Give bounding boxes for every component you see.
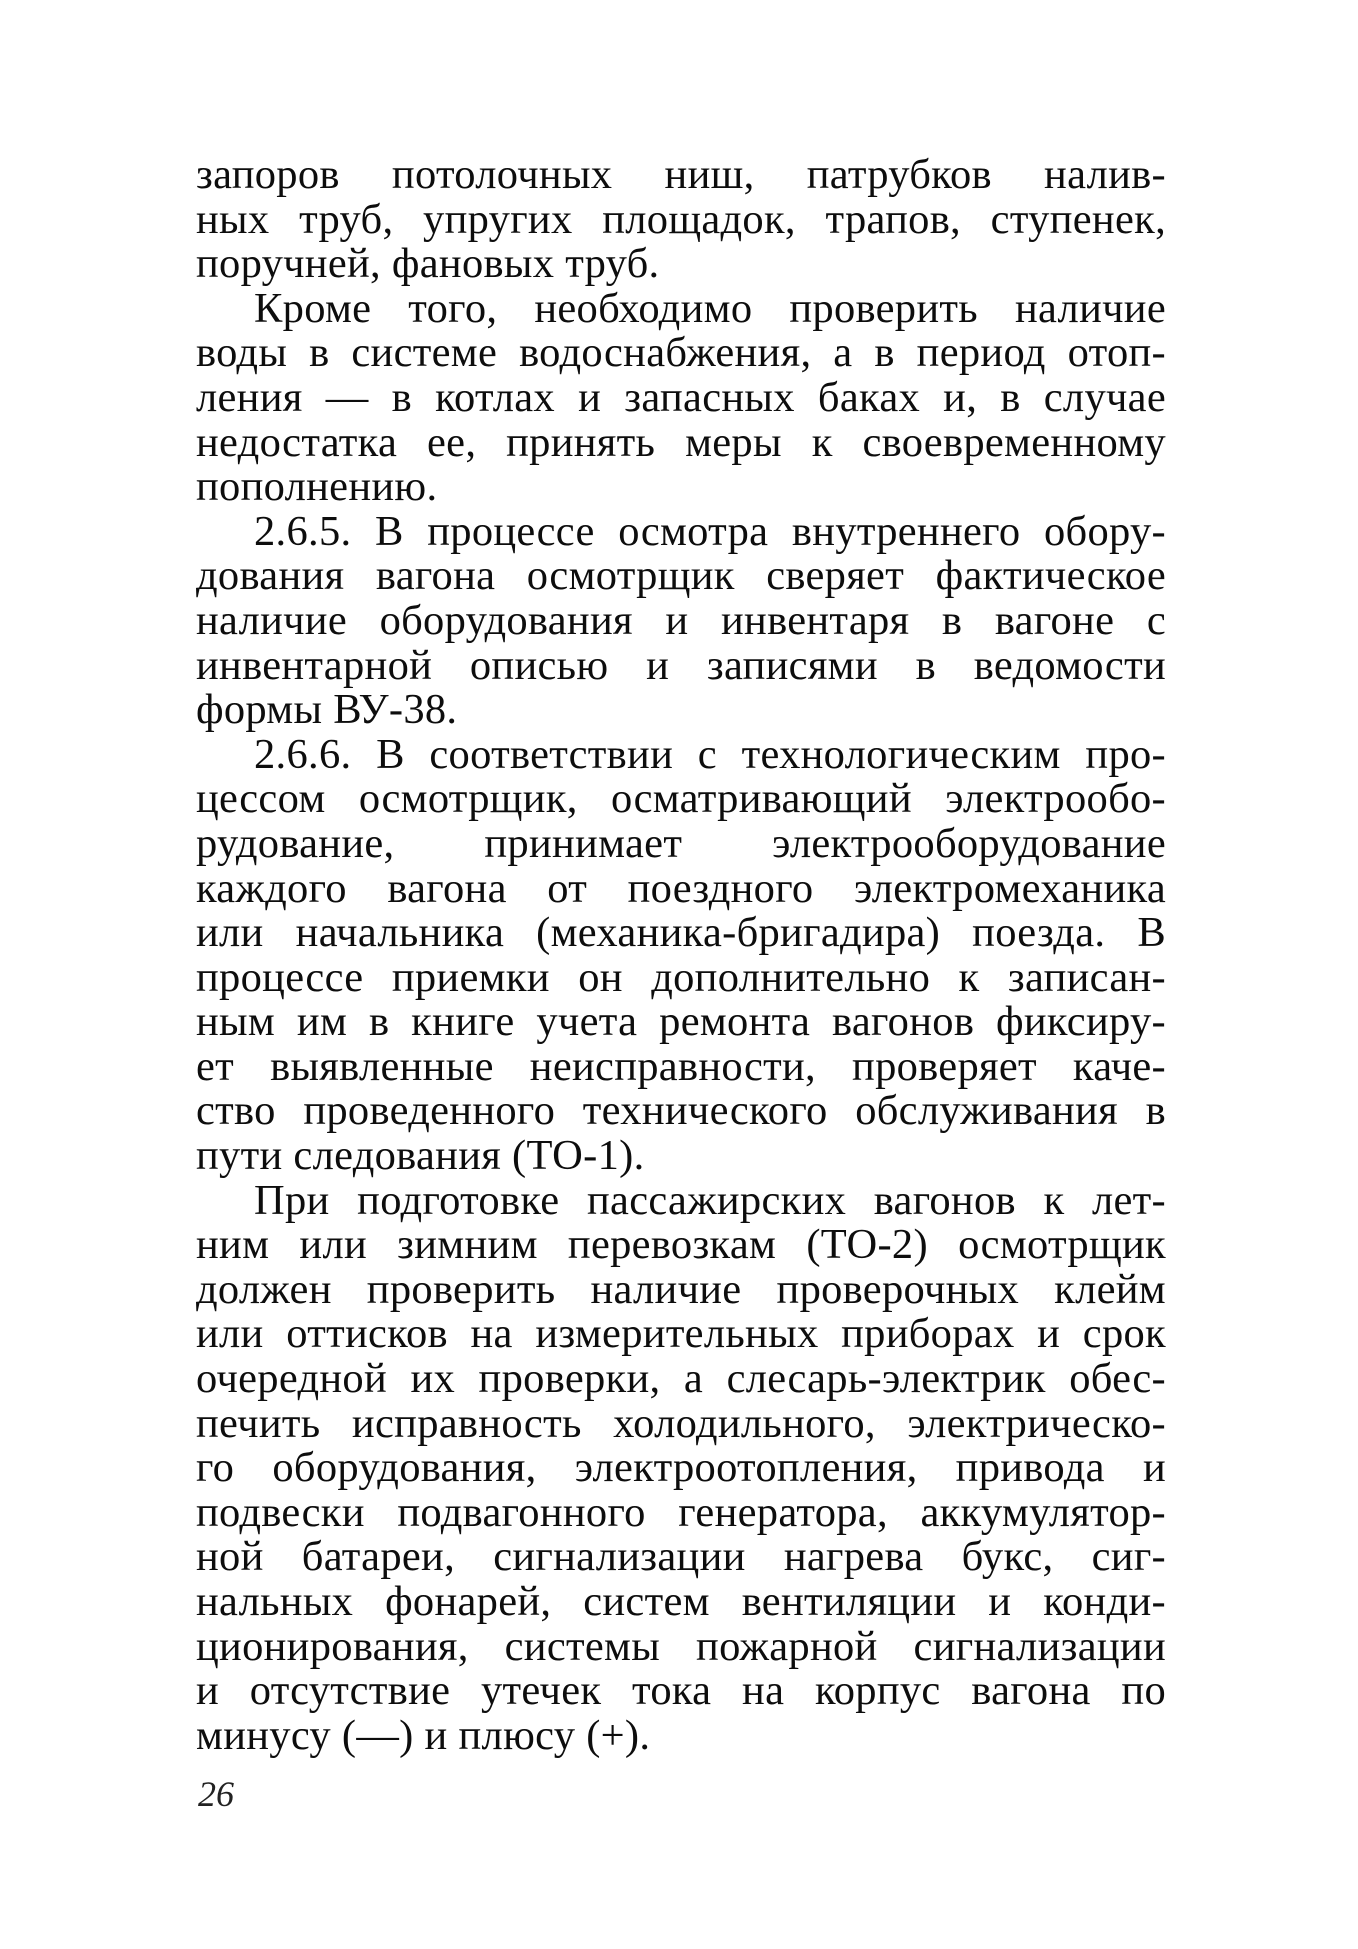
paragraph-5 bbox=[196, 1176, 1166, 1759]
text-line: го оборудования, электроотопления, привода и bbox=[196, 1444, 1166, 1492]
text-line: ления — в котлах и запасных баках и, в случае bbox=[196, 373, 1166, 421]
text-line: ных труб, упругих площадок, трапов, ступенек, bbox=[196, 195, 1166, 243]
text-line: очередной их проверки, а слесарь-электрик обес- bbox=[196, 1355, 1166, 1403]
text-line: цессом осмотрщик, осматривающий электрообо- bbox=[196, 775, 1166, 823]
text-line: наличие оборудования и инвентаря в вагоне с bbox=[196, 596, 1166, 644]
paragraph-3 bbox=[196, 507, 1166, 734]
text-line: процессе приемки он дополнительно к записан- bbox=[196, 953, 1166, 1001]
text-line: или начальника (механика-бригадира) поезда. В bbox=[196, 909, 1166, 957]
text-line: каждого вагона от поездного электромеханика bbox=[196, 864, 1166, 912]
text-line: Кроме того, необходимо проверить наличие bbox=[254, 284, 1166, 332]
text-line: или оттисков на измерительных приборах и срок bbox=[196, 1310, 1166, 1358]
text-line: ство проведенного технического обслуживания в bbox=[196, 1087, 1166, 1135]
page-number: 26 bbox=[198, 1774, 234, 1814]
text-line: минусу (—) и плюсу (+). bbox=[196, 1711, 651, 1759]
text-line: поручней, фановых труб. bbox=[196, 240, 660, 288]
paragraph-1 bbox=[196, 153, 1166, 287]
text-line: пополнению. bbox=[196, 463, 438, 511]
page-body bbox=[196, 153, 1166, 1758]
text-line: нальных фонарей, систем вентиляции и конди- bbox=[196, 1578, 1166, 1625]
text-line: 2.6.6. В соответствии с технологическим про- bbox=[254, 730, 1166, 778]
text-line: подвески подвагонного генератора, аккумулятор- bbox=[196, 1488, 1166, 1536]
text-line: печить исправность холодильного, электрическо- bbox=[196, 1399, 1166, 1447]
text-line: ной батареи, сигнализации нагрева букс, сиг- bbox=[196, 1533, 1166, 1581]
text-line: ционирования, системы пожарной сигнализации bbox=[196, 1622, 1166, 1670]
text-line: воды в системе водоснабжения, а в период отоп- bbox=[196, 329, 1166, 377]
text-line: пути следования (ТО-1). bbox=[196, 1132, 645, 1180]
text-line: запоров потолочных ниш, патрубков налив- bbox=[196, 151, 1166, 198]
text-line: ным им в книге учета ремонта вагонов фиксиру- bbox=[196, 998, 1166, 1046]
text-line: дования вагона осмотрщик сверяет фактическое bbox=[196, 552, 1166, 600]
text-line: инвентарной описью и записями в ведомости bbox=[196, 641, 1166, 689]
text-line: 2.6.5. В процессе осмотра внутреннего обору- bbox=[254, 507, 1166, 555]
text-line: ет выявленные неисправности, проверяет каче- bbox=[196, 1042, 1166, 1090]
paragraph-4 bbox=[196, 730, 1166, 1180]
text-line: При подготовке пассажирских вагонов к лет- bbox=[254, 1176, 1166, 1224]
paragraph-2 bbox=[196, 284, 1166, 511]
text-line: рудование, принимает электрооборудование bbox=[196, 819, 1166, 867]
text-line: формы ВУ-38. bbox=[196, 686, 458, 734]
text-line: ним или зимним перевозкам (ТО-2) осмотрщик bbox=[196, 1221, 1166, 1269]
text-line: недостатка ее, принять меры к своевременному bbox=[196, 418, 1166, 466]
text-line: и отсутствие утечек тока на корпус вагона по bbox=[196, 1667, 1166, 1715]
text-line: должен проверить наличие проверочных клейм bbox=[196, 1265, 1166, 1313]
